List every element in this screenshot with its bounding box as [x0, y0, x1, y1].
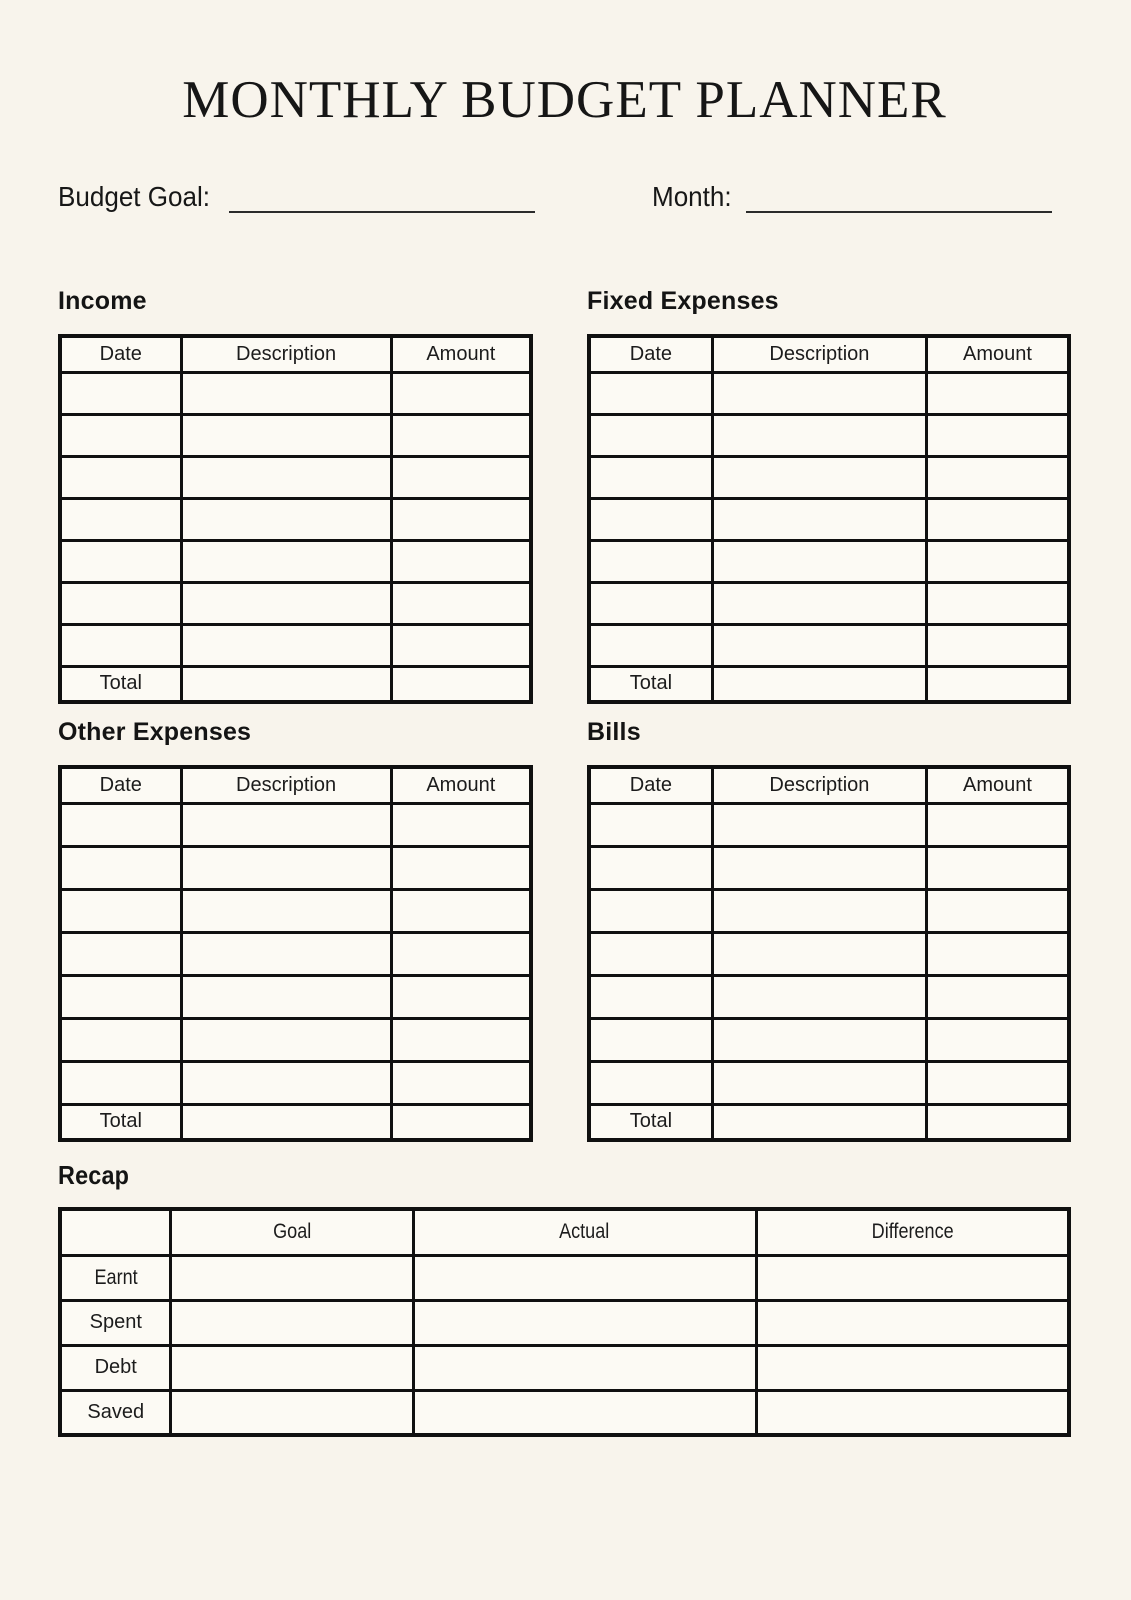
entry-cell[interactable]: [712, 624, 926, 666]
actual-column-header: Actual: [413, 1209, 756, 1255]
income-title: Income: [58, 287, 147, 316]
fixed-expenses-title: Fixed Expenses: [587, 287, 779, 316]
entry-row: [60, 975, 531, 1018]
recap-row: [60, 1390, 1069, 1435]
entry-cell[interactable]: [391, 624, 531, 666]
entry-cell[interactable]: [712, 1018, 926, 1061]
description-column-header: Description: [712, 336, 926, 372]
entry-cell[interactable]: [712, 414, 926, 456]
entry-cell[interactable]: [589, 1018, 712, 1061]
entry-cell[interactable]: [391, 498, 531, 540]
entry-cell[interactable]: [391, 803, 531, 846]
entry-row: [589, 624, 1069, 666]
page-title: MONTHLY BUDGET PLANNER: [182, 71, 947, 129]
entry-cell[interactable]: [712, 975, 926, 1018]
entry-cell[interactable]: [712, 932, 926, 975]
fixed-expenses-table: [587, 334, 1071, 704]
entry-cell[interactable]: [391, 456, 531, 498]
amount-column-header: Amount: [391, 336, 531, 372]
entry-cell[interactable]: [181, 624, 391, 666]
total-label: Total: [589, 666, 712, 702]
total-label: Total: [60, 1104, 181, 1140]
entry-cell[interactable]: [181, 582, 391, 624]
entry-cell[interactable]: [181, 1018, 391, 1061]
other-expenses-title: Other Expenses: [58, 718, 252, 747]
date-column-header: Date: [60, 767, 181, 803]
total-description-cell[interactable]: [712, 1104, 926, 1140]
entry-row: [60, 540, 531, 582]
entry-cell[interactable]: [926, 846, 1069, 889]
entry-row: [589, 932, 1069, 975]
recap-difference-cell[interactable]: [756, 1300, 1069, 1345]
entry-cell[interactable]: [589, 498, 712, 540]
entry-cell[interactable]: [391, 582, 531, 624]
entry-cell[interactable]: [712, 372, 926, 414]
entry-cell[interactable]: [589, 372, 712, 414]
entry-cell[interactable]: [181, 889, 391, 932]
amount-column-header: Amount: [926, 767, 1069, 803]
recap-actual-cell[interactable]: [413, 1255, 756, 1300]
entry-cell[interactable]: [60, 1018, 181, 1061]
entry-row: [60, 372, 531, 414]
entry-cell[interactable]: [181, 414, 391, 456]
entry-row: [60, 1061, 531, 1104]
recap-difference-cell[interactable]: [756, 1345, 1069, 1390]
recap-row: [60, 1255, 1069, 1300]
header-row: [589, 336, 1069, 372]
month-label: Month:: [652, 180, 732, 212]
total-amount-cell[interactable]: [391, 1104, 531, 1140]
entry-cell[interactable]: [181, 540, 391, 582]
entry-cell[interactable]: [926, 540, 1069, 582]
entry-cell[interactable]: [60, 889, 181, 932]
entry-cell[interactable]: [60, 624, 181, 666]
entry-cell[interactable]: [391, 1018, 531, 1061]
recap-row-label: Spent: [60, 1300, 171, 1345]
recap-goal-cell[interactable]: [171, 1345, 413, 1390]
entry-cell[interactable]: [181, 803, 391, 846]
entry-row: [60, 624, 531, 666]
total-amount-cell[interactable]: [926, 666, 1069, 702]
total-description-cell[interactable]: [181, 1104, 391, 1140]
recap-difference-cell[interactable]: [756, 1255, 1069, 1300]
entry-cell[interactable]: [926, 582, 1069, 624]
date-column-header: Date: [60, 336, 181, 372]
recap-actual-cell[interactable]: [413, 1390, 756, 1435]
entry-row: [589, 582, 1069, 624]
entry-row: [60, 456, 531, 498]
recap-row-label: Debt: [60, 1345, 171, 1390]
budget-goal-input-line[interactable]: [229, 183, 535, 213]
entry-cell[interactable]: [926, 498, 1069, 540]
entry-cell[interactable]: [391, 414, 531, 456]
recap-difference-cell[interactable]: [756, 1390, 1069, 1435]
total-row: [589, 666, 1069, 702]
entry-cell[interactable]: [712, 889, 926, 932]
recap-goal-cell[interactable]: [171, 1390, 413, 1435]
total-label: Total: [589, 1104, 712, 1140]
entry-cell[interactable]: [589, 540, 712, 582]
entry-row: [589, 372, 1069, 414]
entry-cell[interactable]: [589, 846, 712, 889]
entry-cell[interactable]: [391, 975, 531, 1018]
entry-cell[interactable]: [589, 582, 712, 624]
header-row: [60, 767, 531, 803]
total-amount-cell[interactable]: [391, 666, 531, 702]
description-column-header: Description: [712, 767, 926, 803]
section-bills: [587, 718, 1071, 1142]
entry-cell[interactable]: [926, 624, 1069, 666]
header-row: [589, 767, 1069, 803]
entry-row: [589, 1018, 1069, 1061]
entry-cell[interactable]: [181, 846, 391, 889]
entry-cell[interactable]: [589, 456, 712, 498]
entry-cell[interactable]: [60, 456, 181, 498]
entry-cell[interactable]: [712, 582, 926, 624]
entry-row: [589, 803, 1069, 846]
month-input-line[interactable]: [746, 183, 1052, 213]
bills-table: [587, 765, 1071, 1142]
entry-cell[interactable]: [926, 975, 1069, 1018]
total-label: Total: [60, 666, 181, 702]
goal-column-header: Goal: [171, 1209, 413, 1255]
total-description-cell[interactable]: [181, 666, 391, 702]
section-other-expenses: [58, 718, 533, 1142]
header-row: [60, 336, 531, 372]
total-row: [60, 1104, 531, 1140]
entry-cell[interactable]: [391, 932, 531, 975]
recap-header-row: [60, 1209, 1069, 1255]
recap-corner-cell: [60, 1209, 171, 1255]
entry-row: [589, 889, 1069, 932]
entry-cell[interactable]: [926, 932, 1069, 975]
date-column-header: Date: [589, 767, 712, 803]
description-column-header: Description: [181, 767, 391, 803]
entry-cell[interactable]: [391, 372, 531, 414]
difference-column-header: Difference: [756, 1209, 1069, 1255]
total-row: [60, 666, 531, 702]
month-field: [652, 181, 1052, 213]
entry-cell[interactable]: [926, 414, 1069, 456]
entry-cell[interactable]: [60, 498, 181, 540]
budget-goal-field: [58, 181, 535, 213]
sections-row-1: [58, 287, 1071, 704]
budget-goal-label: Budget Goal:: [58, 180, 211, 212]
entry-cell[interactable]: [589, 803, 712, 846]
section-recap: [58, 1160, 1071, 1437]
entry-cell[interactable]: [60, 582, 181, 624]
recap-actual-cell[interactable]: [413, 1345, 756, 1390]
entry-cell[interactable]: [712, 456, 926, 498]
entry-row: [60, 803, 531, 846]
entry-cell[interactable]: [60, 372, 181, 414]
section-income: [58, 287, 533, 704]
entry-row: [589, 1061, 1069, 1104]
entry-cell[interactable]: [181, 456, 391, 498]
entry-cell[interactable]: [391, 846, 531, 889]
entry-cell[interactable]: [60, 846, 181, 889]
recap-title: Recap: [58, 1160, 130, 1191]
entry-cell[interactable]: [712, 846, 926, 889]
recap-actual-cell[interactable]: [413, 1300, 756, 1345]
recap-row: [60, 1345, 1069, 1390]
entry-cell[interactable]: [712, 498, 926, 540]
entry-cell[interactable]: [60, 932, 181, 975]
entry-row: [589, 498, 1069, 540]
recap-table: [58, 1207, 1071, 1437]
entry-cell[interactable]: [60, 975, 181, 1018]
entry-cell[interactable]: [181, 1061, 391, 1104]
entry-row: [589, 846, 1069, 889]
entry-cell[interactable]: [589, 932, 712, 975]
entry-cell[interactable]: [926, 456, 1069, 498]
recap-goal-cell[interactable]: [171, 1255, 413, 1300]
entry-row: [589, 456, 1069, 498]
total-amount-cell[interactable]: [926, 1104, 1069, 1140]
section-fixed-expenses: [587, 287, 1071, 704]
entry-row: [589, 414, 1069, 456]
entry-cell[interactable]: [181, 932, 391, 975]
income-table: [58, 334, 533, 704]
entry-cell[interactable]: [926, 889, 1069, 932]
bills-title: Bills: [587, 718, 641, 747]
entry-row: [60, 1018, 531, 1061]
entry-cell[interactable]: [589, 1061, 712, 1104]
entry-cell[interactable]: [589, 975, 712, 1018]
entry-cell[interactable]: [391, 1061, 531, 1104]
recap-row-label: Earnt: [60, 1255, 171, 1300]
amount-column-header: Amount: [391, 767, 531, 803]
entry-cell[interactable]: [589, 414, 712, 456]
description-column-header: Description: [181, 336, 391, 372]
entry-cell[interactable]: [926, 1061, 1069, 1104]
other-expenses-table: [58, 765, 533, 1142]
date-column-header: Date: [589, 336, 712, 372]
entry-cell[interactable]: [712, 540, 926, 582]
entry-row: [589, 540, 1069, 582]
entry-cell[interactable]: [712, 1061, 926, 1104]
amount-column-header: Amount: [926, 336, 1069, 372]
entry-cell[interactable]: [181, 498, 391, 540]
entry-row: [60, 932, 531, 975]
entry-cell[interactable]: [391, 889, 531, 932]
total-description-cell[interactable]: [712, 666, 926, 702]
recap-goal-cell[interactable]: [171, 1300, 413, 1345]
sections-row-2: [58, 718, 1071, 1142]
entry-cell[interactable]: [181, 975, 391, 1018]
entry-row: [589, 975, 1069, 1018]
entry-cell[interactable]: [60, 414, 181, 456]
total-row: [589, 1104, 1069, 1140]
entry-cell[interactable]: [60, 1061, 181, 1104]
entry-row: [60, 498, 531, 540]
recap-row: [60, 1300, 1069, 1345]
entry-row: [60, 846, 531, 889]
entry-cell[interactable]: [60, 540, 181, 582]
entry-row: [60, 889, 531, 932]
entry-row: [60, 582, 531, 624]
entry-cell[interactable]: [926, 1018, 1069, 1061]
entry-row: [60, 414, 531, 456]
entry-cell[interactable]: [589, 889, 712, 932]
entry-cell[interactable]: [181, 372, 391, 414]
goal-month-row: [58, 181, 1071, 213]
entry-cell[interactable]: [60, 803, 181, 846]
entry-cell[interactable]: [926, 372, 1069, 414]
entry-cell[interactable]: [926, 803, 1069, 846]
entry-cell[interactable]: [589, 624, 712, 666]
recap-row-label: Saved: [60, 1390, 171, 1435]
entry-cell[interactable]: [391, 540, 531, 582]
entry-cell[interactable]: [712, 803, 926, 846]
